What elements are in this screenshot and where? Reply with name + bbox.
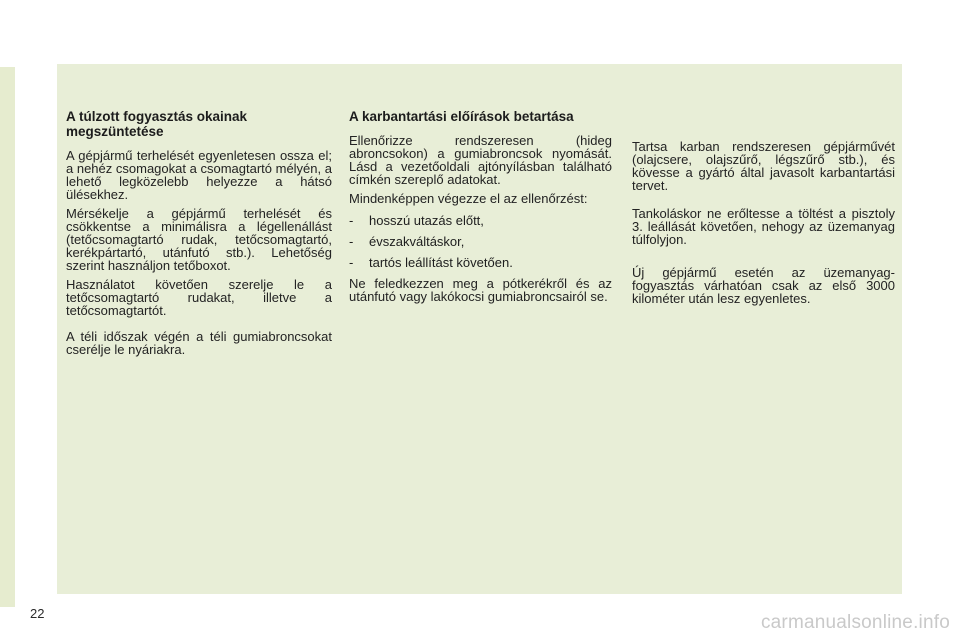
paragraph: Mérsékelje a gépjármű terhelését és csökkentse a minimálisra a légellenállást (tetőcsomagtartó rudak, tetőcsomagtartó, kerékpártartó, utánfutó stb.). Lehetőség szerint használjon tetőboxot. [66,206,332,273]
column-fuel-consumption [66,109,332,362]
dash-bullet-icon: - [349,255,354,270]
list-item [349,235,612,248]
paragraph: A gépjármű terhelését egyenletesen ossza el; a nehéz csomagokat a csomagtartó mélyén, a lehető legközelebb helyezze a hátsó ülésekhez. [66,148,332,202]
dash-bullet-icon: - [349,234,354,249]
check-list [349,214,612,269]
heading-maintenance: A karbantartási előírások betartása [349,109,574,124]
heading-fuel-consumption: A túlzott fogyasztás okainak megszüntetése [66,109,248,139]
paragraph: Ellenőrizze rendszeresen (hideg abroncsokon) a gumiabroncsok nyomását. Lásd a vezetőoldali ajtónyílásban található címkén szereplő adatokat. [349,133,612,187]
list-item-text: hosszú utazás előtt, [369,213,484,228]
paragraph: Tartsa karban rendszeresen gépjárművét (olajcsere, olajszűrő, légszűrő stb.), és kövesse a gyártó által javasolt karbantartási tervet. [632,139,895,193]
page-number: 22 [30,606,45,621]
list-item-text: évszakváltáskor, [369,234,465,249]
list-item [349,214,612,227]
column-maintenance-continued [632,140,895,320]
paragraph: Tankoláskor ne erőltesse a töltést a pisztoly 3. leállását követően, nehogy az üzemanyag túlfolyjon. [632,206,895,247]
paragraph: Ne feledkezzen meg a pótkerékről és az utánfutó vagy lakókocsi gumiabroncsairól se. [349,276,612,304]
paragraph: Mindenképpen végezze el az ellenőrzést: [349,191,588,206]
list-item-text: tartós leállítást követően. [369,255,513,270]
paragraph: Használatot követően szerelje le a tetőcsomagtartó rudakat, illetve a tetőcsomagtartót. [66,277,332,318]
dash-bullet-icon: - [349,213,354,228]
paragraph: Új gépjármű esetén az üzemanyag-fogyasztás várhatóan csak az első 3000 kilométer után lesz egyenletes. [632,265,895,306]
watermark: carmanualsonline.info [760,612,950,633]
list-item [349,256,612,269]
column-maintenance [349,109,612,309]
paragraph: A téli időszak végén a téli gumiabroncsokat cserélje le nyáriakra. [66,329,332,357]
side-color-strip [0,67,15,607]
